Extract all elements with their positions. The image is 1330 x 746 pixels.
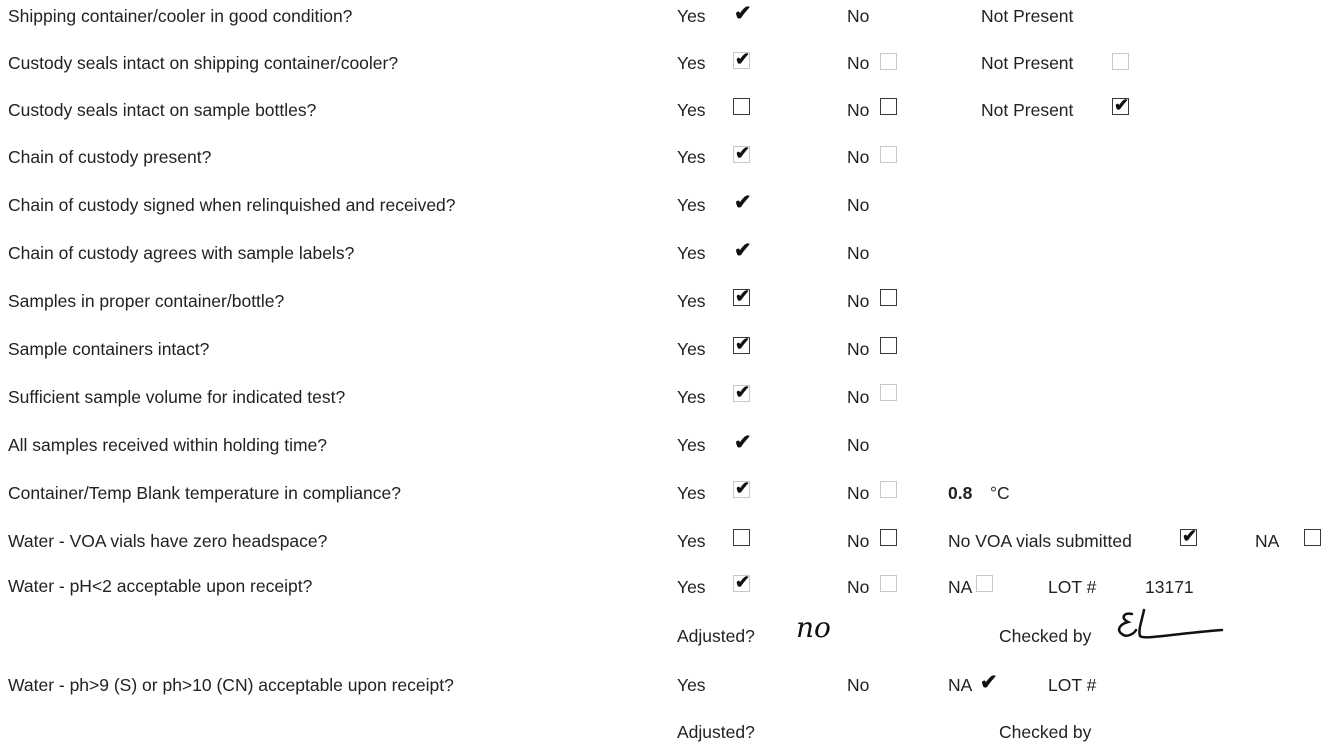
checkbox-icon[interactable] [880,529,897,546]
lot-label: LOT # [1048,577,1097,597]
checkbox-icon[interactable] [1112,53,1129,70]
checkmark-icon: ✔ [735,143,751,163]
question-label: Sample containers intact? [8,339,210,359]
no-label: No [847,243,870,263]
no-label: No [847,100,870,120]
yes-label: Yes [677,675,706,695]
checkmark-icon[interactable]: ✔ [734,2,752,25]
checkbox-icon[interactable] [880,384,897,401]
checkbox-icon[interactable] [733,286,751,306]
checkbox-icon[interactable] [880,481,897,498]
adjusted-label: Adjusted? [677,626,755,646]
yes-label: Yes [677,577,706,597]
checkbox-icon[interactable] [733,572,751,592]
yes-label: Yes [677,387,706,407]
checkmark-icon: ✔ [735,382,751,402]
no-label: No [847,195,870,215]
checkbox-icon[interactable] [976,575,993,592]
checkbox-icon[interactable] [733,334,751,354]
no-voa-vials-label: No VOA vials submitted [948,531,1132,551]
not-present-label: Not Present [981,53,1074,73]
question-label: Water - VOA vials have zero headspace? [8,531,328,551]
checkmark-icon: ✔ [735,286,751,306]
question-label: Container/Temp Blank temperature in compliance? [8,483,401,503]
no-label: No [847,435,870,455]
checkmark-icon: ✔ [735,49,751,69]
checkbox-icon[interactable] [1180,526,1198,546]
question-label: Shipping container/cooler in good condition? [8,6,353,26]
question-label: Custody seals intact on sample bottles? [8,100,317,120]
checkbox-icon[interactable] [880,146,897,163]
no-label: No [847,675,870,695]
yes-label: Yes [677,339,706,359]
question-label: Custody seals intact on shipping container/cooler? [8,53,399,73]
checkbox-icon[interactable] [880,575,897,592]
no-label: No [847,147,870,167]
yes-label: Yes [677,243,706,263]
question-label: Sufficient sample volume for indicated test? [8,387,346,407]
checkmark-icon: ✔ [735,572,751,592]
yes-label: Yes [677,435,706,455]
temperature-unit: °C [990,483,1010,503]
yes-label: Yes [677,531,706,551]
question-label: Chain of custody signed when relinquished and received? [8,195,456,215]
checkbox-icon[interactable] [1304,529,1321,546]
lot-number: 13171 [1145,577,1194,597]
checked-by-label: Checked by [999,626,1092,646]
yes-label: Yes [677,53,706,73]
not-present-label: Not Present [981,6,1074,26]
na-label: NA [948,577,973,597]
checkbox-icon[interactable] [733,478,751,498]
yes-label: Yes [677,147,706,167]
checkmark-icon[interactable]: ✔ [734,431,752,454]
yes-label: Yes [677,195,706,215]
checkmark-icon[interactable]: ✔ [734,191,752,214]
yes-label: Yes [677,6,706,26]
question-label: Chain of custody present? [8,147,212,167]
checkbox-icon[interactable] [733,529,750,546]
checkmark-icon: ✔ [735,478,751,498]
checked-by-label: Checked by [999,722,1092,742]
question-label: Water - pH<2 acceptable upon receipt? [8,576,313,596]
checkmark-icon: ✔ [1114,95,1130,115]
no-label: No [847,577,870,597]
checkbox-icon[interactable] [880,98,897,115]
yes-label: Yes [677,483,706,503]
checkmark-icon: ✔ [1182,526,1198,546]
no-label: No [847,483,870,503]
adjusted-handwritten: no [796,611,831,644]
checkmark-icon: ✔ [735,334,751,354]
question-label: All samples received within holding time? [8,435,328,455]
lot-label: LOT # [1048,675,1097,695]
no-label: No [847,387,870,407]
checkbox-icon[interactable] [880,53,897,70]
temperature-value: 0.8 [948,483,973,503]
signature-handwritten [1110,604,1230,646]
no-label: No [847,6,870,26]
adjusted-label: Adjusted? [677,722,755,742]
question-label: Chain of custody agrees with sample labels? [8,243,355,263]
checkbox-icon[interactable] [733,98,750,115]
question-label: Samples in proper container/bottle? [8,291,285,311]
checkbox-icon[interactable] [880,289,897,306]
not-present-label: Not Present [981,100,1074,120]
question-label: Water - ph>9 (S) or ph>10 (CN) acceptable upon receipt? [8,675,454,695]
no-label: No [847,291,870,311]
checkbox-icon[interactable] [880,337,897,354]
no-label: No [847,53,870,73]
yes-label: Yes [677,100,706,120]
no-label: No [847,531,870,551]
no-label: No [847,339,870,359]
checkmark-icon[interactable]: ✔ [980,671,998,694]
na-label: NA [948,675,973,695]
checkbox-icon[interactable] [733,382,751,402]
na-label: NA [1255,531,1280,551]
checkbox-icon[interactable] [1112,95,1130,115]
yes-label: Yes [677,291,706,311]
checkmark-icon[interactable]: ✔ [734,239,752,262]
checkbox-icon[interactable] [733,143,751,163]
checkbox-icon[interactable] [733,49,751,69]
